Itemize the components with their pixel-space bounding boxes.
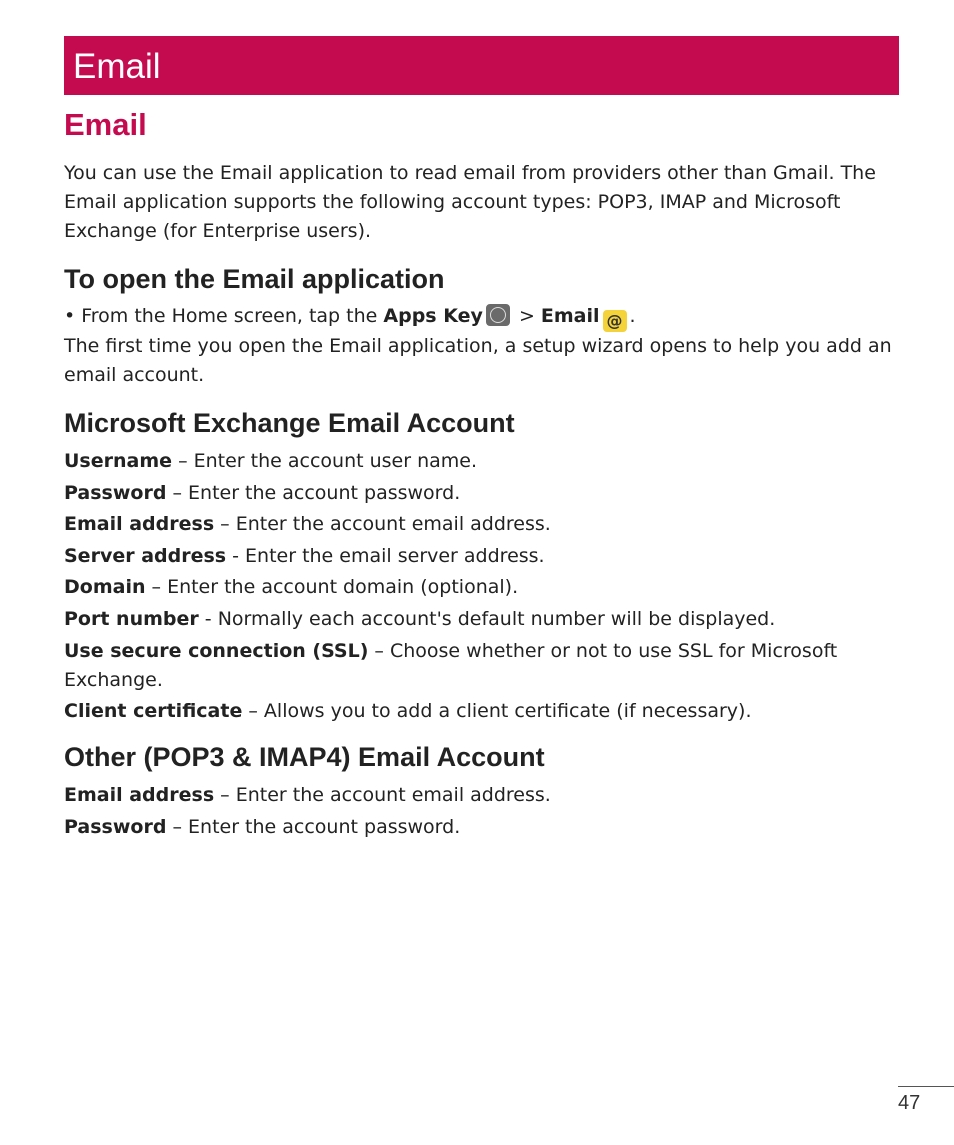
field-row: [64, 813, 902, 842]
field-label: Password: [64, 481, 167, 504]
field-description: – Choose whether or not to use SSL for Microsoft Exchange.: [64, 639, 838, 691]
open-app-heading: To open the Email application: [64, 264, 445, 294]
field-row: [64, 781, 902, 810]
field-description: - Normally each account's default number will be displayed.: [198, 607, 776, 630]
field-row: [64, 479, 902, 508]
chapter-header-bar: [64, 36, 899, 95]
intro-paragraph: You can use the Email application to read email from providers other than Gmail. The Email application supports the following account types: POP3, IMAP and Microsoft Exchange (for Enterprise users).: [64, 162, 876, 242]
field-label: Use secure connection (SSL): [64, 639, 369, 662]
field-label: Email address: [64, 513, 215, 536]
open-app-step: [64, 302, 902, 332]
page-content: [64, 104, 902, 844]
field-description: - Enter the email server address.: [226, 544, 545, 567]
field-label: Client certificate: [64, 700, 243, 723]
apps-icon: [486, 304, 510, 326]
field-row: [64, 605, 902, 634]
exchange-fields: [64, 447, 902, 726]
field-description: – Enter the account user name.: [172, 450, 478, 472]
field-description: – Enter the account password.: [166, 815, 461, 838]
field-label: Email address: [64, 784, 215, 807]
field-label: Password: [64, 815, 167, 838]
section-title: Email: [64, 107, 147, 142]
page-number: 47: [898, 1092, 921, 1114]
field-label: Port number: [64, 607, 199, 630]
email-at-icon: @: [603, 310, 627, 332]
step-separator: >: [518, 305, 535, 327]
field-row: [64, 697, 902, 726]
field-description: – Enter the account domain (optional).: [145, 576, 519, 599]
chapter-title: Email: [73, 47, 161, 86]
other-account-heading: Other (POP3 & IMAP4) Email Account: [64, 742, 545, 773]
step-prefix: • From the Home screen, tap the: [64, 305, 378, 327]
field-row: [64, 637, 902, 695]
field-row: [64, 573, 902, 602]
email-label: Email: [540, 305, 600, 327]
other-fields: [64, 781, 902, 842]
field-row: [64, 542, 902, 571]
field-description: – Allows you to add a client certificate (if necessary).: [242, 700, 752, 723]
exchange-heading: Microsoft Exchange Email Account: [64, 408, 515, 438]
field-description: – Enter the account email address.: [214, 784, 551, 807]
field-description: – Enter the account password.: [166, 481, 461, 504]
field-label: Server address: [64, 544, 227, 567]
step-period: .: [629, 305, 636, 327]
setup-wizard-note: The first time you open the Email application, a setup wizard opens to help you add an email account.: [64, 335, 892, 386]
field-label: Domain: [64, 576, 146, 599]
field-row: [64, 510, 902, 539]
field-description: – Enter the account email address.: [214, 513, 551, 536]
apps-key-label: Apps Key: [383, 305, 483, 327]
field-label: Username: [64, 450, 173, 472]
field-row: [64, 447, 902, 476]
footer-rule: [898, 1086, 954, 1087]
